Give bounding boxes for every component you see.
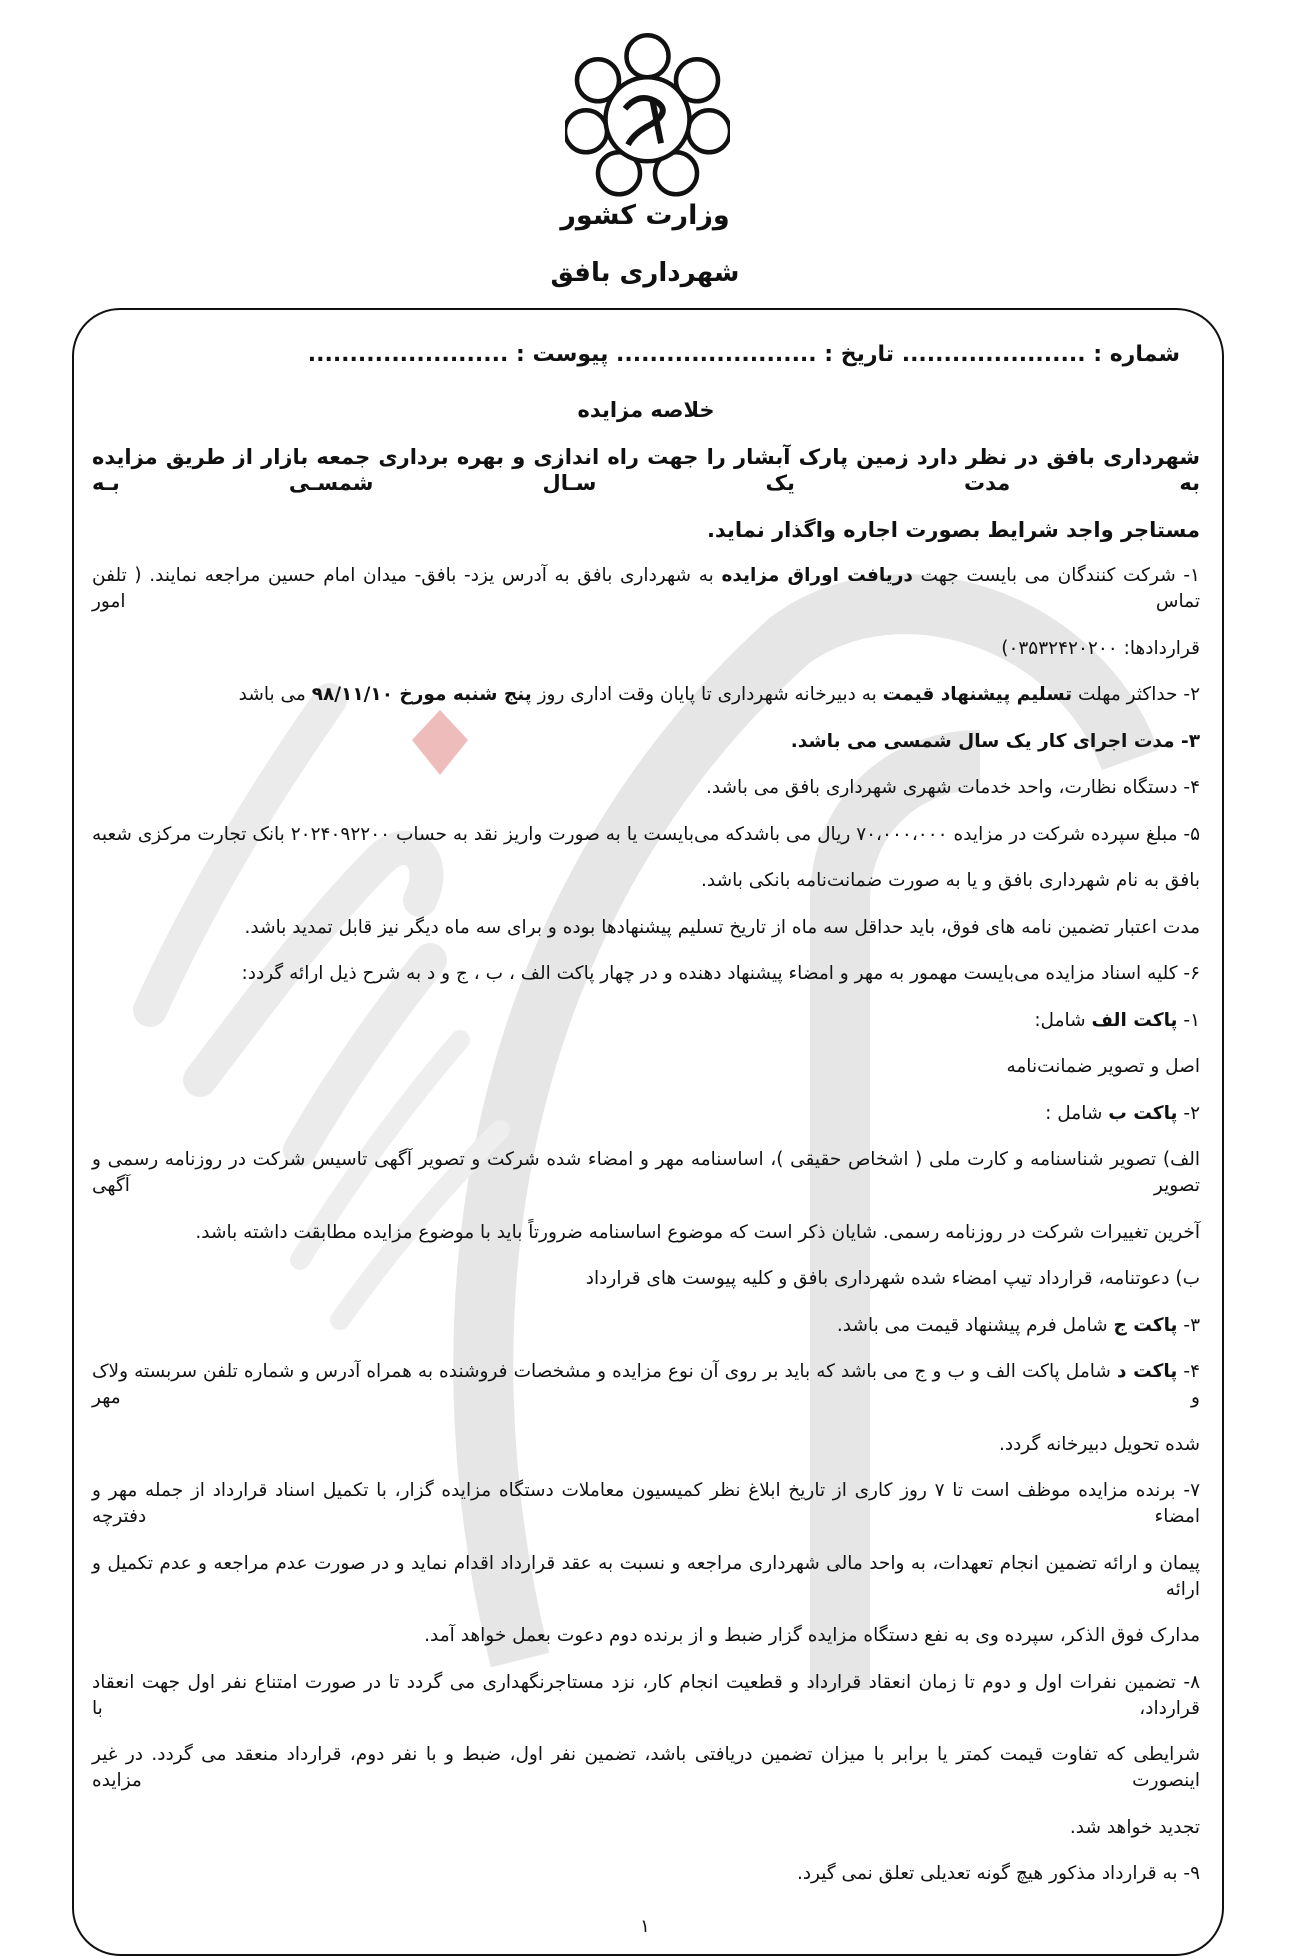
text: ۳- bbox=[1177, 1314, 1200, 1336]
text: ۴- bbox=[1177, 1361, 1201, 1382]
text: ۱- bbox=[1177, 1009, 1200, 1031]
paragraph-line bbox=[92, 1054, 1200, 1080]
text: شهرداری بافق در نظر دارد زمین پارک آبشار را جهت راه اندازی و بهره برداری جمعه بازار از طریق مزایده به مدت یک سـال شمسـی بـه bbox=[92, 445, 1200, 495]
bold-text: پاکت الف bbox=[1091, 1009, 1178, 1031]
paragraph-line bbox=[92, 1815, 1200, 1841]
bold-text: ۳- مدت اجرای کار یک سال شمسی می باشد. bbox=[790, 730, 1200, 752]
document-title: خلاصه مزایده bbox=[577, 398, 715, 422]
text: ۴- دستگاه نظارت، واحد خدمات شهری شهرداری بافق می باشد. bbox=[705, 777, 1200, 798]
paragraph-line bbox=[92, 1432, 1200, 1458]
text: شرایطی که تفاوت قیمت کمتر یا برابر با میزان تضمین دریافتی باشد، تضمین نفر اول، ضبط و با نفر دوم، قرارداد منعقد می گردد. در غیر اینصورت مزایده bbox=[92, 1744, 1200, 1791]
paragraph-line bbox=[92, 1008, 1200, 1034]
text: ۱- شرکت کنندگان می بایست جهت bbox=[912, 565, 1200, 586]
text: شامل پاکت الف و ب و ج می باشد که باید بر روی آن نوع مزایده و مشخصات فروشنده به همراه آدرس و شماره تلفن سربسته ولاک و مهر bbox=[92, 1361, 1200, 1408]
paragraph-line bbox=[92, 1551, 1200, 1603]
paragraph-line bbox=[92, 775, 1200, 801]
paragraph-line bbox=[92, 1861, 1200, 1887]
bold-text: پنج شنبه مورخ ۹۸/۱۱/۱۰ bbox=[311, 684, 532, 705]
paragraph-line bbox=[92, 444, 1200, 496]
text: ۲- حداکثر مهلت bbox=[1072, 684, 1200, 705]
paragraph-line bbox=[92, 682, 1200, 708]
text: ۲- bbox=[1177, 1102, 1200, 1124]
text: الف) تصویر شناسنامه و کارت ملی ( اشخاص حقیقی )، اساسنامه مهر و امضاء شده شرکت و تصویر آگهی تاسیس شرکت در روزنامه رسمی و تصویر آگهی bbox=[92, 1149, 1200, 1196]
bold-text: تسلیم پیشنهاد قیمت bbox=[882, 684, 1073, 705]
paragraph-line bbox=[92, 517, 1200, 543]
paragraph-line bbox=[92, 1147, 1200, 1199]
text: مستاجر واجد شرایط بصورت اجاره واگذار نماید. bbox=[706, 517, 1200, 542]
paragraph-line bbox=[92, 729, 1200, 755]
paragraph-line bbox=[92, 1359, 1200, 1411]
ministry-title: وزارت کشور bbox=[560, 200, 730, 231]
bold-text: پاکت د bbox=[1116, 1361, 1178, 1382]
bold-text: پاکت ب bbox=[1108, 1102, 1178, 1124]
text: مدارک فوق الذکر، سپرده وی به نفع دستگاه مزایده گزار ضبط و از برنده دوم دعوت بعمل خواهد آمد. bbox=[424, 1625, 1200, 1646]
text: تجدید خواهد شد. bbox=[1069, 1816, 1200, 1838]
text: ۸- تضمین نفرات اول و دوم تا زمان انعقاد قرارداد و قطعیت انجام کار، نزد مستاجرنگهداری می گردد تا در صورت امتناع نفر اول جهت انعقاد قرارداد، با bbox=[92, 1671, 1200, 1719]
paragraph-line bbox=[92, 822, 1200, 848]
text: ۵- مبلغ سپرده شرکت در مزایده ۷۰،۰۰۰،۰۰۰ ریال می باشدکه می‌بایست یا به صورت واریز نقد به حساب ۲۰۲۴۰۹۲۲۰۰ بانک تجارت مرکزی شعبه bbox=[92, 823, 1200, 845]
text: به شهرداری بافق به آدرس یزد- بافق- میدان امام حسین مراجعه نمایند. ( تلفن تماس امور bbox=[92, 565, 1200, 612]
text: ۶- کلیه اسناد مزایده می‌بایست مهمور به مهر و امضاء پیشنهاد دهنده و در چهار پاکت الف ، ب ، ج و د به شرح ذیل ارائه گردد: bbox=[241, 963, 1200, 984]
text: شامل: bbox=[1034, 1009, 1092, 1031]
paragraph-line bbox=[92, 1101, 1200, 1127]
text: ۷- برنده مزایده موظف است تا ۷ روز کاری از تاریخ ابلاغ نظر کمیسیون معاملات دستگاه مزایده گزار، با تکمیل اسناد قرارداد از جمله مهر و امضاء دفترچه bbox=[92, 1480, 1200, 1527]
municipality-title: شهرداری بافق bbox=[550, 258, 740, 288]
paragraph-line bbox=[92, 1670, 1200, 1722]
text: بافق به نام شهرداری بافق و یا به صورت ضمانت‌نامه بانکی باشد. bbox=[701, 870, 1200, 891]
paragraph-line bbox=[92, 636, 1200, 662]
text: مدت اعتبار تضمین نامه های فوق، باید حداقل سه ماه از تاریخ تسلیم پیشنهادها بوده و برای سه ماه دیگر نیز قابل تمدید باشد. bbox=[244, 916, 1200, 938]
text: قراردادها: ۰۳۵۳۲۴۲۰۲۰۰) bbox=[1001, 637, 1200, 659]
paragraph-line bbox=[92, 868, 1200, 894]
text: شامل : bbox=[1045, 1102, 1109, 1124]
text: ۹- به قرارداد مذکور هیچ گونه تعدیلی تعلق نمی گیرد. bbox=[796, 1863, 1200, 1884]
text: به دبیرخانه شهرداری تا پایان وقت اداری روز bbox=[531, 684, 883, 705]
paragraph-line bbox=[92, 563, 1200, 615]
bold-text: دریافت اوراق مزایده bbox=[721, 565, 913, 586]
paragraph-line bbox=[92, 961, 1200, 987]
text: شامل فرم پیشنهاد قیمت می باشد. bbox=[836, 1314, 1114, 1336]
paragraph-line bbox=[92, 915, 1200, 941]
paragraph-line bbox=[92, 1742, 1200, 1794]
text: ب) دعوتنامه، قرارداد تیپ امضاء شده شهرداری بافق و کلیه پیوست های قرارداد bbox=[585, 1268, 1200, 1289]
bold-text: پاکت ج bbox=[1113, 1314, 1178, 1336]
paragraph-line bbox=[92, 1266, 1200, 1292]
text: پیمان و ارائه تضمین انجام تعهدات، به واحد مالی شهرداری مراجعه و نسبت به عقد قرارداد اقدام نماید و در صورت عدم مراجعه و عدم تکمیل و ارائه bbox=[92, 1552, 1200, 1600]
paragraph-line bbox=[92, 1478, 1200, 1530]
page-number: ۱ bbox=[640, 1916, 650, 1937]
text: شده تحویل دبیرخانه گردد. bbox=[998, 1433, 1200, 1455]
text: آخرین تغییرات شرکت در روزنامه رسمی. شایان ذکر است که موضوع اساسنامه ضرورتاً باید با موضوع مزایده مطابقت داشته باشد. bbox=[195, 1221, 1200, 1243]
text: اصل و تصویر ضمانت‌نامه bbox=[1006, 1056, 1200, 1077]
text: می باشد bbox=[238, 684, 312, 705]
reference-line: شماره : ...................... تاریخ : ........................ پیوست : ........................ bbox=[307, 342, 1180, 367]
document-body bbox=[92, 444, 1200, 1908]
paragraph-line bbox=[92, 1313, 1200, 1339]
municipality-emblem bbox=[565, 25, 730, 200]
paragraph-line bbox=[92, 1623, 1200, 1649]
paragraph-line bbox=[92, 1220, 1200, 1246]
